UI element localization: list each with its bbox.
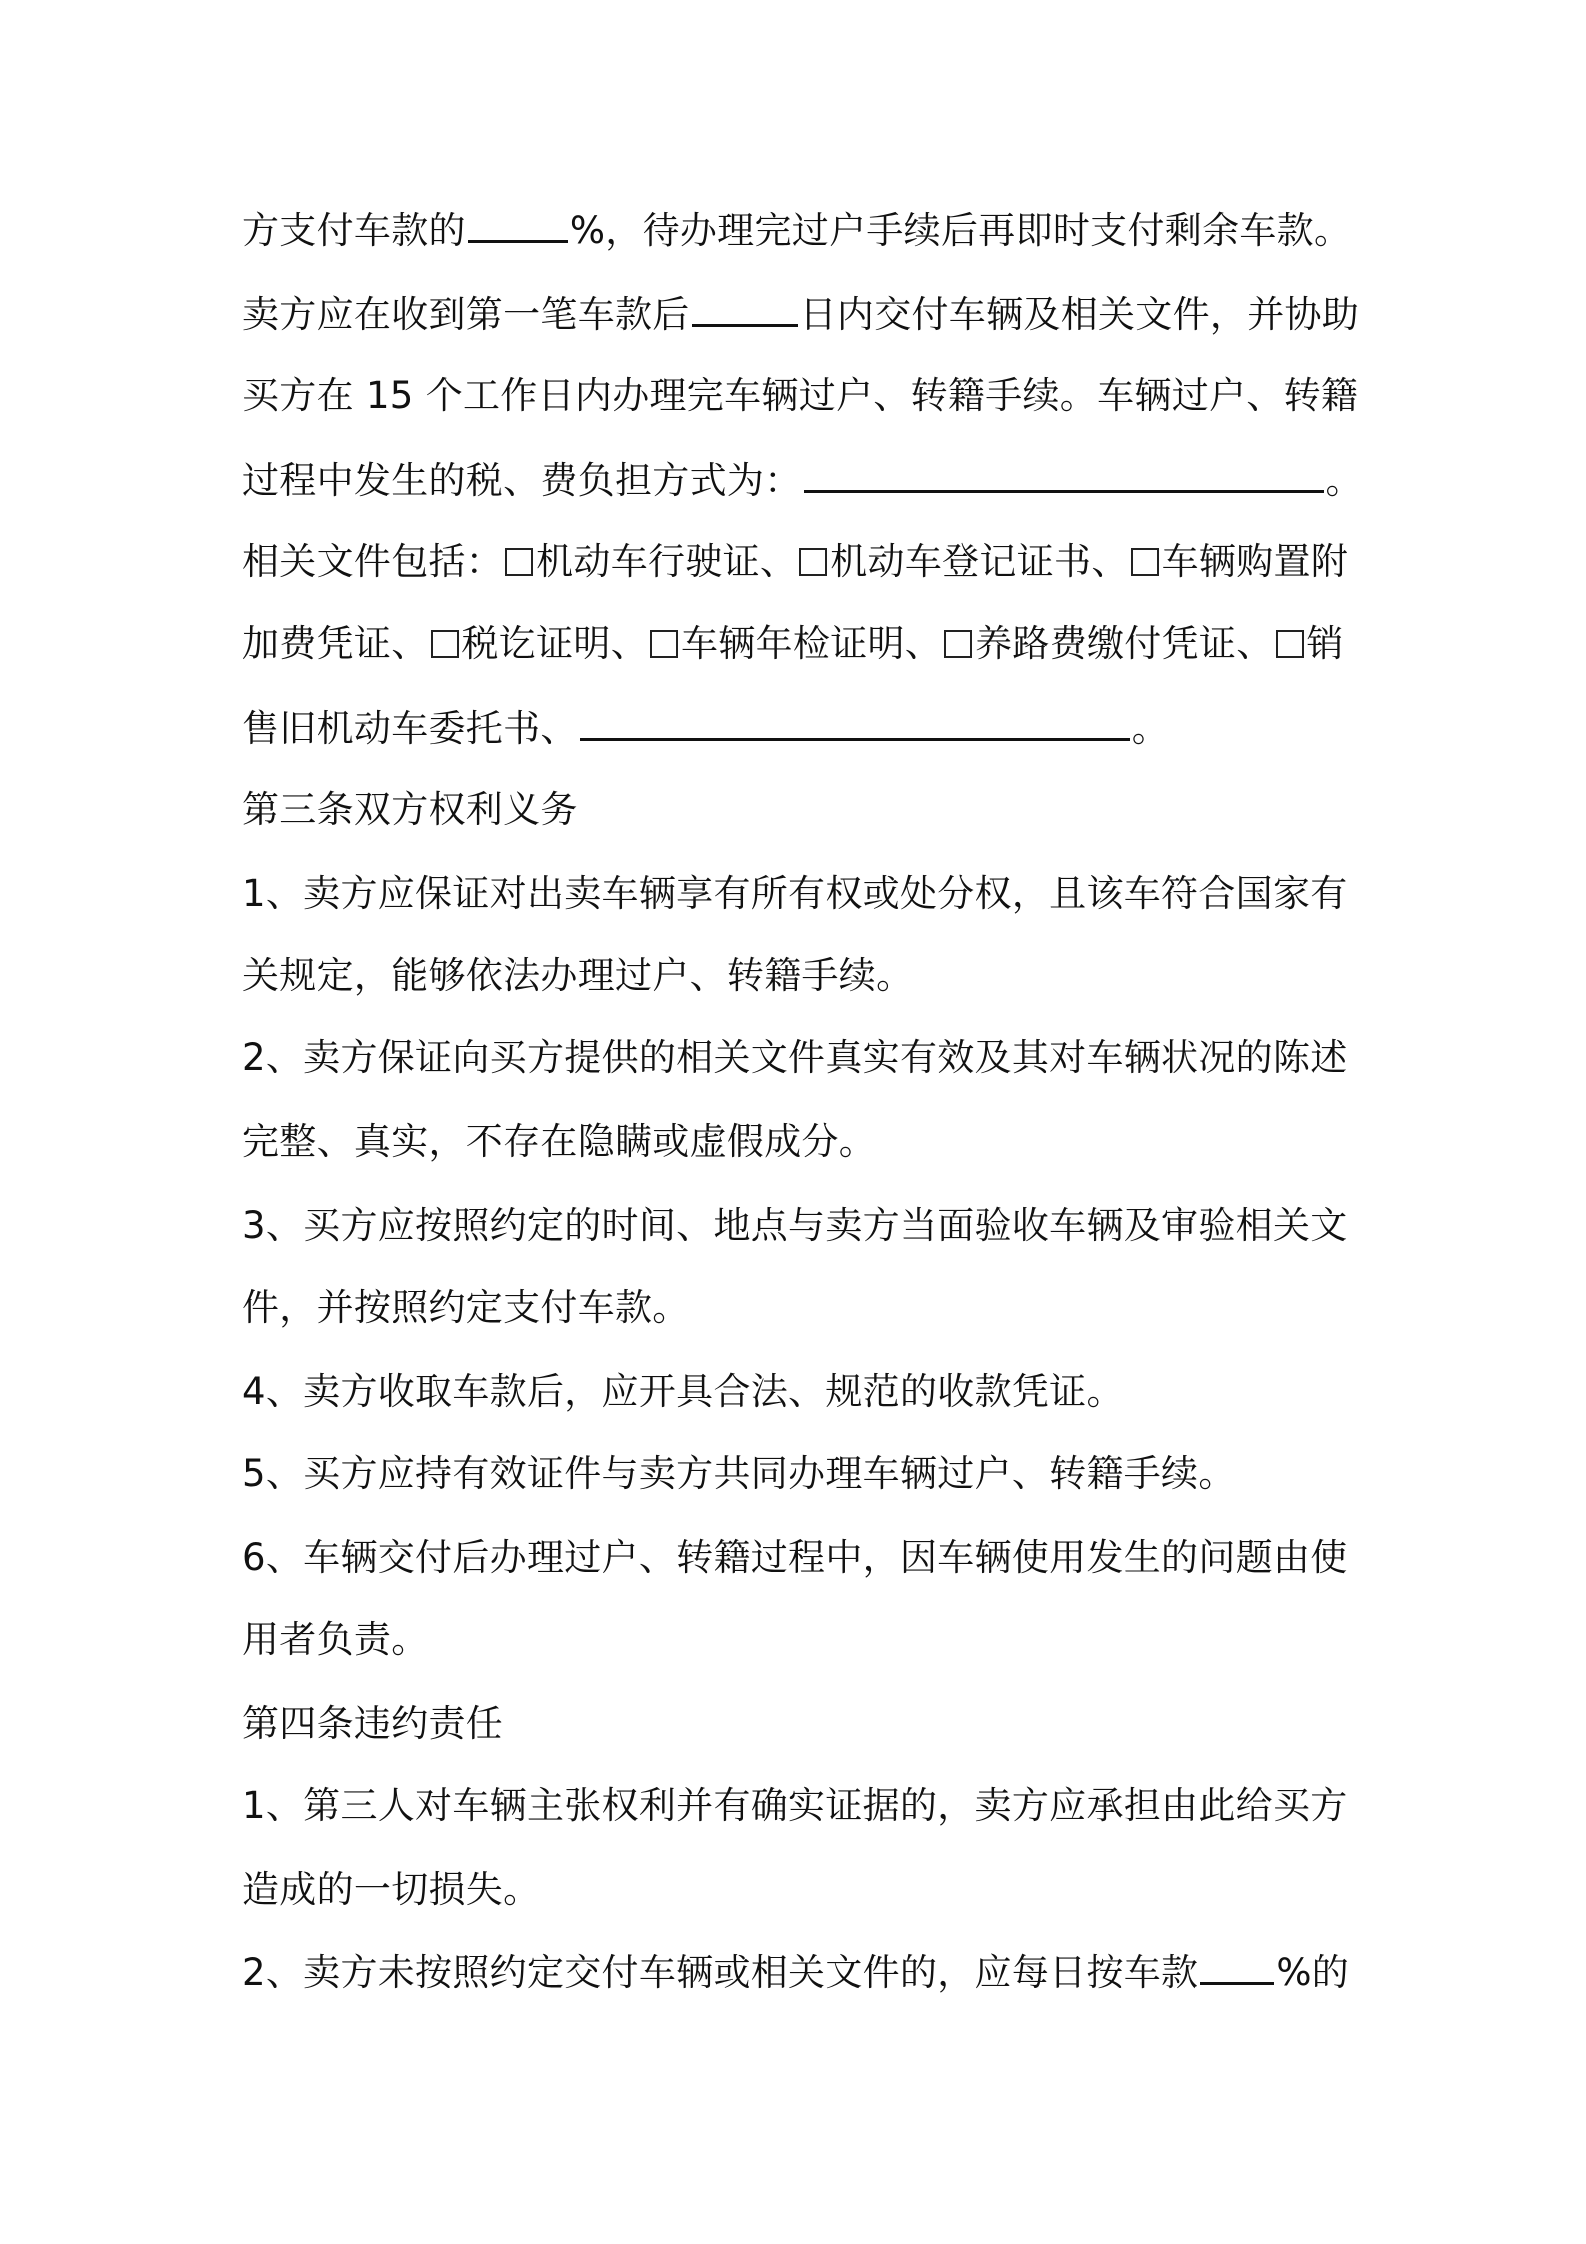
- text-line: 2、卖方保证向买方提供的相关文件真实有效及其对车辆状况的陈述: [242, 1036, 1348, 1079]
- text-segment: 。: [1131, 707, 1170, 750]
- text-segment: 车辆购置附: [1161, 540, 1349, 583]
- text-line: 1、卖方应保证对出卖车辆享有所有权或处分权，且该车符合国家有: [242, 872, 1348, 915]
- text-line: 完整、真实，不存在隐瞒或虚假成分。: [242, 1120, 877, 1163]
- text-segment: 相关文件包括：: [242, 540, 504, 583]
- fill-blank[interactable]: [1200, 1942, 1274, 1985]
- fill-blank[interactable]: [580, 698, 1130, 741]
- text-segment: %的: [1276, 1951, 1350, 1994]
- text-segment: 售旧机动车委托书、: [242, 707, 578, 750]
- text-segment: 日内交付车辆及相关文件，并协助: [799, 293, 1360, 336]
- text-line: 买方在 15 个工作日内办理完车辆过户、转籍手续。车辆过户、转籍: [242, 374, 1359, 417]
- text-line: [242, 450, 1362, 510]
- text-line: [242, 1942, 1362, 2002]
- text-segment: 过程中发生的税、费负担方式为：: [242, 459, 802, 502]
- fill-blank[interactable]: [692, 284, 798, 327]
- checkbox[interactable]: [505, 548, 533, 576]
- text-segment: 税讫证明、: [461, 622, 648, 665]
- text-line: 1、第三人对车辆主张权利并有确实证据的，卖方应承担由此给买方: [242, 1784, 1348, 1827]
- text-line: 关规定，能够依法办理过户、转籍手续。: [242, 954, 914, 997]
- text-line: 4、卖方收取车款后，应开具合法、规范的收款凭证。: [242, 1370, 1124, 1413]
- text-segment: 卖方应在收到第一笔车款后: [242, 293, 690, 336]
- text-segment: 加费凭证、: [242, 622, 429, 665]
- checkbox[interactable]: [650, 630, 678, 658]
- text-line: 3、买方应按照约定的时间、地点与卖方当面验收车辆及审验相关文: [242, 1204, 1348, 1247]
- checkbox[interactable]: [1276, 630, 1304, 658]
- checkbox[interactable]: [944, 630, 972, 658]
- text-segment: 2、卖方未按照约定交付车辆或相关文件的，应每日按车款: [242, 1951, 1199, 1994]
- section-heading: 第三条双方权利义务: [242, 788, 578, 831]
- text-segment: 机动车行驶证、: [536, 540, 798, 583]
- text-line: 6、车辆交付后办理过户、转籍过程中，因车辆使用发生的问题由使: [242, 1536, 1348, 1579]
- text-segment: 车辆年检证明、: [681, 622, 943, 665]
- text-line: 造成的一切损失。: [242, 1868, 541, 1911]
- text-segment: 销: [1306, 622, 1344, 665]
- section-heading: 第四条违约责任: [242, 1702, 504, 1745]
- checkbox[interactable]: [431, 630, 459, 658]
- fill-blank[interactable]: [468, 200, 568, 243]
- text-segment: 机动车登记证书、: [830, 540, 1129, 583]
- text-line: [242, 284, 1362, 344]
- text-line: [242, 698, 1362, 758]
- text-line: 5、买方应持有效证件与卖方共同办理车辆过户、转籍手续。: [242, 1452, 1236, 1495]
- text-segment: 方支付车款的: [242, 209, 466, 252]
- checkbox[interactable]: [1131, 548, 1159, 576]
- text-line: 用者负责。: [242, 1618, 429, 1661]
- text-line: [242, 200, 1362, 260]
- text-segment: %，待办理完过户手续后再即时支付剩余车款。: [569, 209, 1352, 252]
- text-line: 件，并按照约定支付车款。: [242, 1286, 690, 1329]
- text-segment: 。: [1325, 459, 1363, 502]
- checkbox[interactable]: [799, 548, 827, 576]
- text-line: [242, 532, 1362, 592]
- fill-blank[interactable]: [804, 450, 1324, 493]
- text-line: [242, 614, 1362, 674]
- text-segment: 养路费缴付凭证、: [975, 622, 1274, 665]
